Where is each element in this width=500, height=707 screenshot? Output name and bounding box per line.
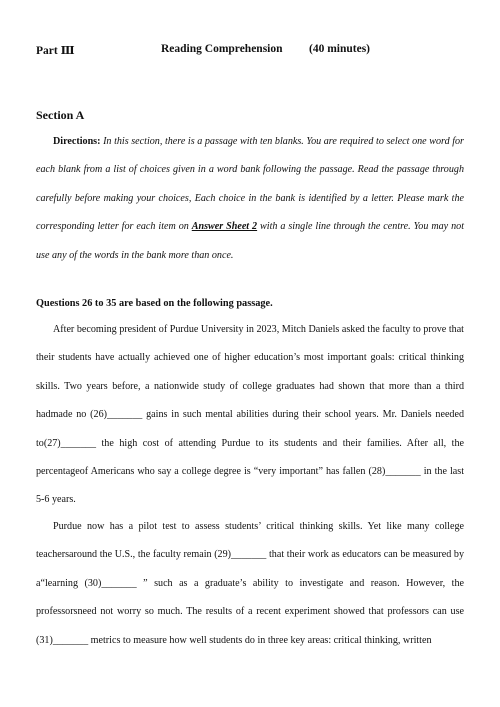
passage-paragraph-2: Purdue now has a pilot test to assess students’ critical thinking skills. Yet like many college teachersaround the U.S., the faculty remain (29)_______ that their work as educators can be measured by a“learning (30)_______ ” such as a graduate’s ability to investigate and reason. However, the professorsneed not worry so much. The results of a recent experiment showed that professors can use (31)_______ metrics to measure how well students do in three key areas: critical thinking, written xyxy=(36,521,464,646)
answer-sheet-reference: Answer Sheet 2 xyxy=(191,221,258,233)
part-title: Reading Comprehension xyxy=(161,43,283,55)
part-time-limit: (40 minutes) xyxy=(309,43,371,55)
directions-text: In this section, there is a passage with ten blanks. You are required to select one word for each blank from a list of choices given in a word bank following the passage. Read the passage through carefully before making your choices, Each choice in the bank is identified by a letter. Please mark the corresponding letter for each item on xyxy=(36,136,464,233)
directions-label: Directions: xyxy=(53,136,101,147)
questions-heading: Questions 26 to 35 are based on the following passage. xyxy=(36,298,273,309)
section-heading: Section A xyxy=(36,108,85,122)
directions-paragraph xyxy=(36,128,464,270)
directions-text-end: with a single line through the centre. You may not use any of the words in the bank more than once. xyxy=(36,221,464,261)
part-header xyxy=(36,43,464,59)
part-label: Part Ⅲ xyxy=(36,45,75,57)
passage-paragraph-1: After becoming president of Purdue University in 2023, Mitch Daniels asked the faculty to prove that their students have actually achieved one of higher education’s most important goals: critical thinking skills. Two years before, a nationwide study of college graduates had shown that more than a third hadmade no (26)_______ gains in such mental abilities during their school years. Mr. Daniels needed to(27)_______ the high cost of attending Purdue to its students and their families. After all, the percentageof Americans who say a college degree is “very important” has fallen (28)_______ in the last 5-6 years. xyxy=(36,324,464,506)
